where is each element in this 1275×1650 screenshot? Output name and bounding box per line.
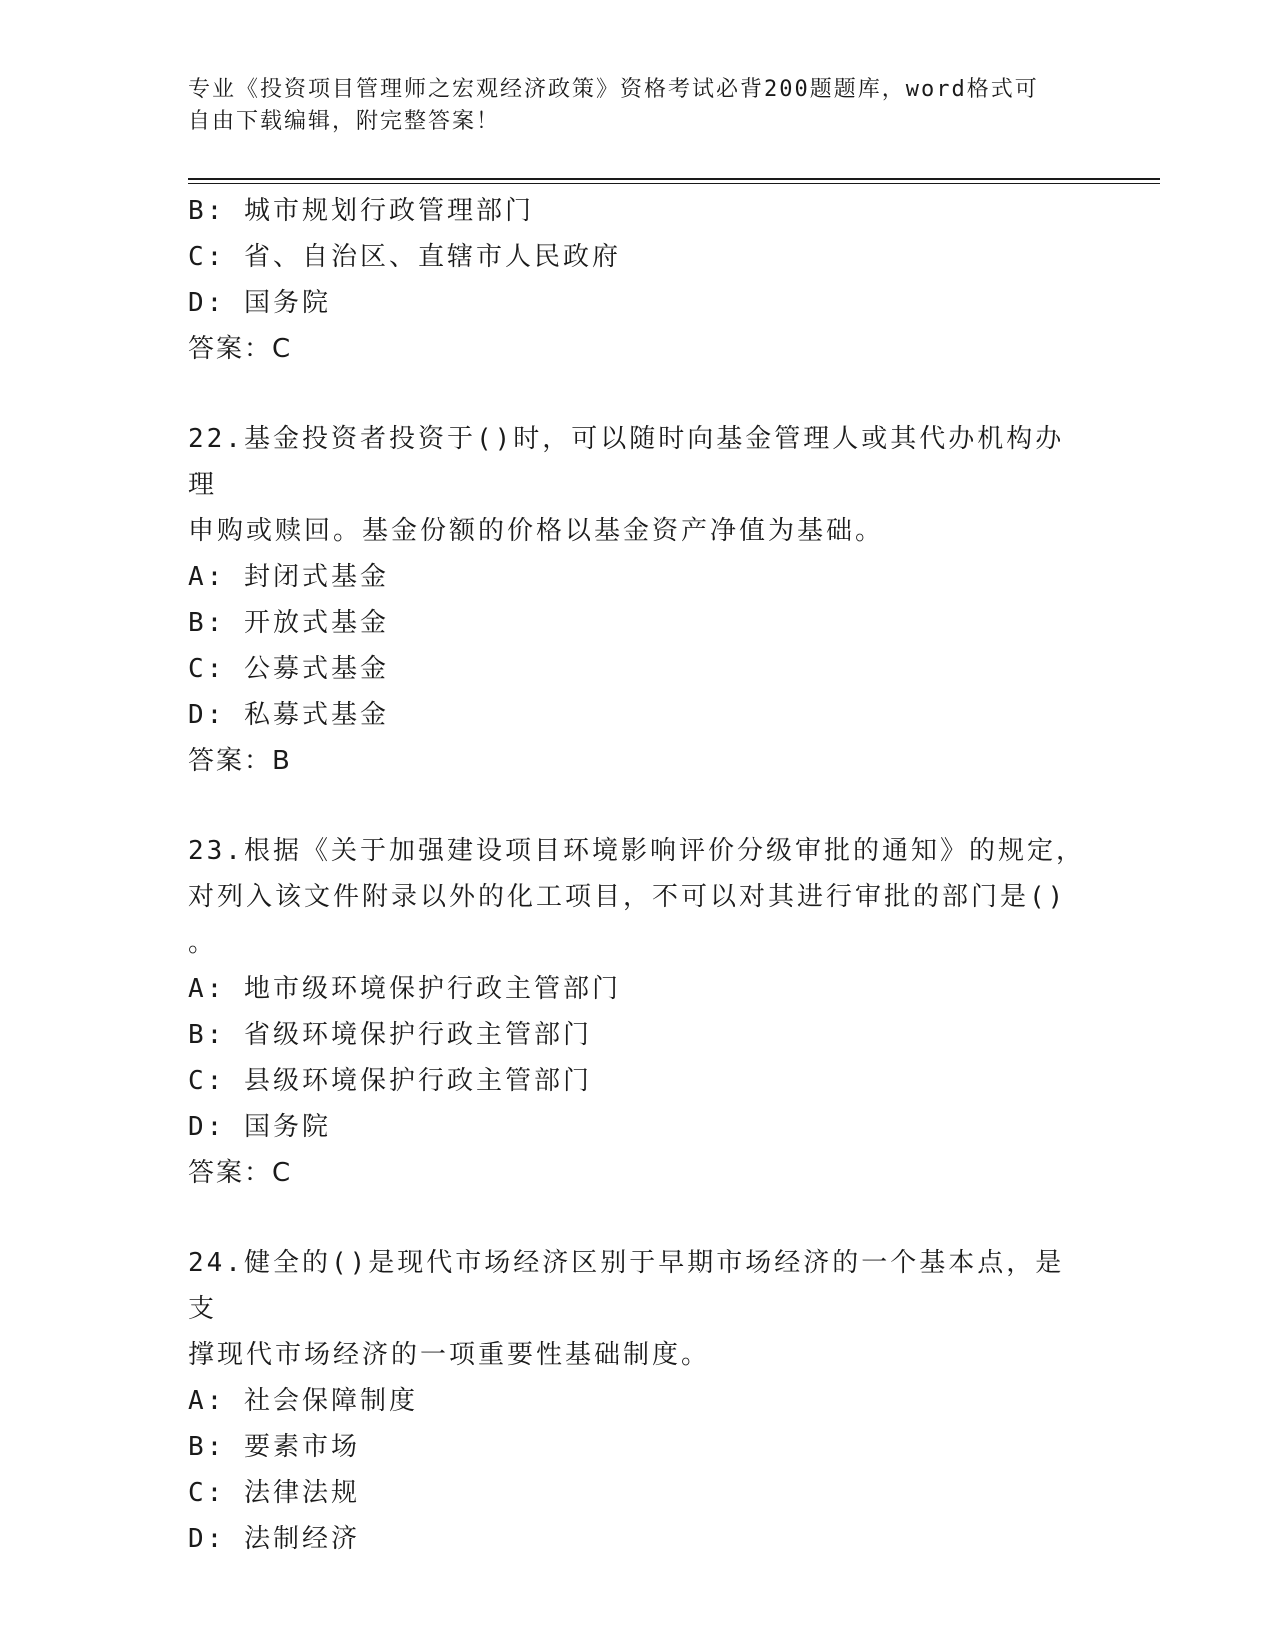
option-d: D: 法制经济 — [188, 1524, 360, 1554]
header-line-2: 自由下载编辑，附完整答案！ — [188, 109, 501, 134]
option-a: A: 地市级环境保护行政主管部门 — [188, 974, 621, 1004]
spacer — [188, 784, 1088, 828]
option-b: B: 城市规划行政管理部门 — [188, 196, 534, 226]
question-stem-line-3: 。 — [188, 928, 218, 958]
answer-line: 答案：C — [188, 334, 293, 364]
option-a: A: 封闭式基金 — [188, 562, 389, 592]
header-line-1: 专业《投资项目管理师之宏观经济政策》资格考试必背200题题库，word格式可 — [188, 77, 1039, 102]
question-23 — [188, 828, 1088, 1196]
question-21-continued — [188, 188, 1088, 372]
option-b: B: 省级环境保护行政主管部门 — [188, 1020, 592, 1050]
question-22 — [188, 416, 1088, 784]
question-stem-line-1: 23.根据《关于加强建设项目环境影响评价分级审批的通知》的规定， — [188, 836, 1085, 866]
document-header — [188, 74, 1088, 138]
question-stem-line-2: 申购或赎回。基金份额的价格以基金资产净值为基础。 — [188, 516, 885, 546]
option-a: A: 社会保障制度 — [188, 1386, 418, 1416]
option-b: B: 开放式基金 — [188, 608, 389, 638]
option-c: C: 省、自治区、直辖市人民政府 — [188, 242, 621, 272]
question-stem-line-1: 22.基金投资者投资于()时，可以随时向基金管理人或其代办机构办理 — [188, 424, 1065, 500]
answer-line: 答案：B — [188, 746, 292, 776]
option-c: C: 公募式基金 — [188, 654, 389, 684]
header-divider-thick — [188, 178, 1160, 180]
option-d: D: 国务院 — [188, 288, 331, 318]
option-c: C: 法律法规 — [188, 1478, 360, 1508]
option-d: D: 私募式基金 — [188, 700, 389, 730]
question-24 — [188, 1240, 1088, 1562]
question-stem-line-2: 撑现代市场经济的一项重要性基础制度。 — [188, 1340, 711, 1370]
question-list — [188, 188, 1088, 1562]
spacer — [188, 372, 1088, 416]
question-stem-line-2: 对列入该文件附录以外的化工项目，不可以对其进行审批的部门是() — [188, 882, 1067, 912]
option-d: D: 国务院 — [188, 1112, 331, 1142]
question-stem-line-1: 24.健全的()是现代市场经济区别于早期市场经济的一个基本点，是支 — [188, 1248, 1065, 1324]
spacer — [188, 1196, 1088, 1240]
option-b: B: 要素市场 — [188, 1432, 360, 1462]
answer-line: 答案：C — [188, 1158, 293, 1188]
header-divider-thin — [188, 183, 1160, 184]
option-c: C: 县级环境保护行政主管部门 — [188, 1066, 592, 1096]
